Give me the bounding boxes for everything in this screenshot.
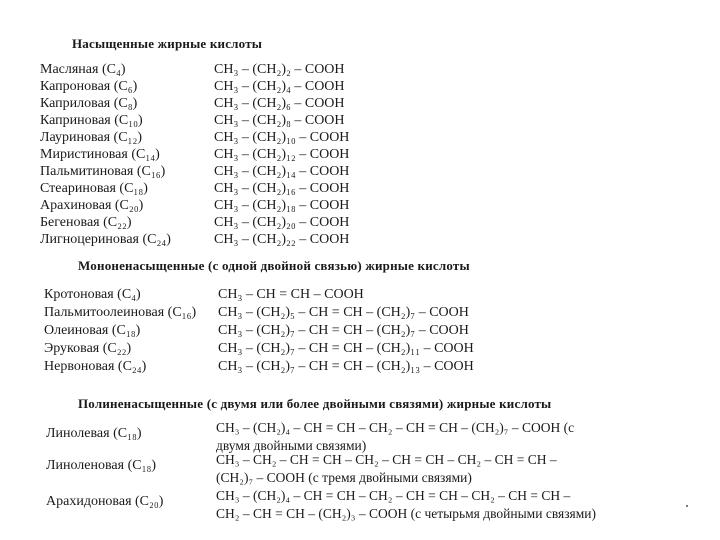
scan-speck <box>686 505 688 507</box>
acid-name: Лигноцериновая (C₂₄) <box>40 232 171 247</box>
acid-formula-line: двумя двойными связями) <box>216 438 367 453</box>
acid-formula: CH₃ – (CH₂)₇ – CH = CH – (CH₂)₁₃ – COOH <box>218 359 474 374</box>
saturated-heading: Насыщенные жирные кислоты <box>72 36 263 51</box>
acid-name: Каприловая (C₈) <box>40 96 138 111</box>
monounsaturated-row <box>0 341 720 361</box>
acid-name: Капроновая (C₆) <box>40 79 138 94</box>
saturated-row <box>0 232 720 252</box>
acid-formula: CH₃ – (CH₂)₅ – CH = CH – (CH₂)₇ – COOH <box>218 305 469 320</box>
acid-formula-line: CH₃ – CH₂ – CH = CH – CH₂ – CH = CH – CH₂ – CH = CH – <box>216 452 557 467</box>
acid-formula-line: (CH₂)₇ – COOH (с тремя двойными связями) <box>216 470 472 485</box>
acid-name: Кротоновая (C₄) <box>44 287 141 302</box>
acid-name: Олеиновая (C₁₈) <box>44 323 141 338</box>
polyunsaturated-row <box>0 452 720 490</box>
acid-name: Арахиновая (C₂₀) <box>40 198 144 213</box>
acid-name: Пальмитиновая (C₁₆) <box>40 164 166 179</box>
acid-name: Стеариновая (C₁₈) <box>40 181 148 196</box>
acid-name: Пальмитоолеиновая (C₁₆) <box>44 305 197 320</box>
acid-name: Масляная (C₄) <box>40 62 126 77</box>
acid-name: Арахидоновая (C₂₀) <box>46 494 164 509</box>
polyunsaturated-row <box>0 488 720 526</box>
acid-formula: CH₃ – (CH₂)₈ – COOH <box>214 113 345 128</box>
acid-formula: CH₃ – (CH₂)₁₄ – COOH <box>214 164 350 179</box>
polyunsaturated-heading: Полиненасыщенные (с двумя или более двойными связями) жирные кислоты <box>78 396 552 411</box>
acid-name: Нервоновая (C₂₄) <box>44 359 147 374</box>
monounsaturated-row <box>0 287 720 307</box>
acid-formula: CH₃ – (CH₂)₁₈ – COOH <box>214 198 350 213</box>
acid-formula: CH₃ – (CH₂)₂ – COOH <box>214 62 345 77</box>
acid-formula: CH₃ – (CH₂)₆ – COOH <box>214 96 345 111</box>
acid-name: Линолевая (C₁₈) <box>46 426 142 441</box>
acid-formula: CH₃ – CH = CH – COOH <box>218 287 364 302</box>
acid-name: Каприновая (C₁₀) <box>40 113 143 128</box>
acid-formula: CH₃ – (CH₂)₇ – CH = CH – (CH₂)₁₁ – COOH <box>218 341 474 356</box>
acid-name: Миристиновая (C₁₄) <box>40 147 160 162</box>
acid-formula: CH₃ – (CH₂)₂₀ – COOH <box>214 215 350 230</box>
acid-formula: CH₃ – (CH₂)₂₂ – COOH <box>214 232 350 247</box>
monounsaturated-row <box>0 359 720 379</box>
acid-name: Бегеновая (C₂₂) <box>40 215 132 230</box>
monounsaturated-row <box>0 305 720 325</box>
acid-name: Линоленовая (C₁₈) <box>46 458 156 473</box>
acid-formula: CH₃ – (CH₂)₇ – CH = CH – (CH₂)₇ – COOH <box>218 323 469 338</box>
acid-formula-line: CH₃ – (CH₂)₄ – CH = CH – CH₂ – CH = CH – CH₂ – CH = CH – <box>216 488 571 503</box>
acid-formula: CH₃ – (CH₂)₁₂ – COOH <box>214 147 350 162</box>
acid-name: Эруковая (C₂₂) <box>44 341 132 356</box>
acid-formula: CH₃ – (CH₂)₁₆ – COOH <box>214 181 350 196</box>
acid-formula: CH₃ – (CH₂)₄ – COOH <box>214 79 345 94</box>
acid-formula: CH₃ – (CH₂)₁₀ – COOH <box>214 130 350 145</box>
monounsaturated-row <box>0 323 720 343</box>
monounsaturated-heading: Мононенасыщенные (с одной двойной связью) жирные кислоты <box>78 258 470 273</box>
acid-formula-line: CH₃ – (CH₂)₄ – CH = CH – CH₂ – CH = CH – (CH₂)₇ – COOH (с <box>216 420 575 435</box>
acid-name: Лауриновая (C₁₂) <box>40 130 142 145</box>
acid-formula-line: CH₂ – CH = CH – (CH₂)₃ – COOH (с четырьмя двойными связями) <box>216 506 597 521</box>
